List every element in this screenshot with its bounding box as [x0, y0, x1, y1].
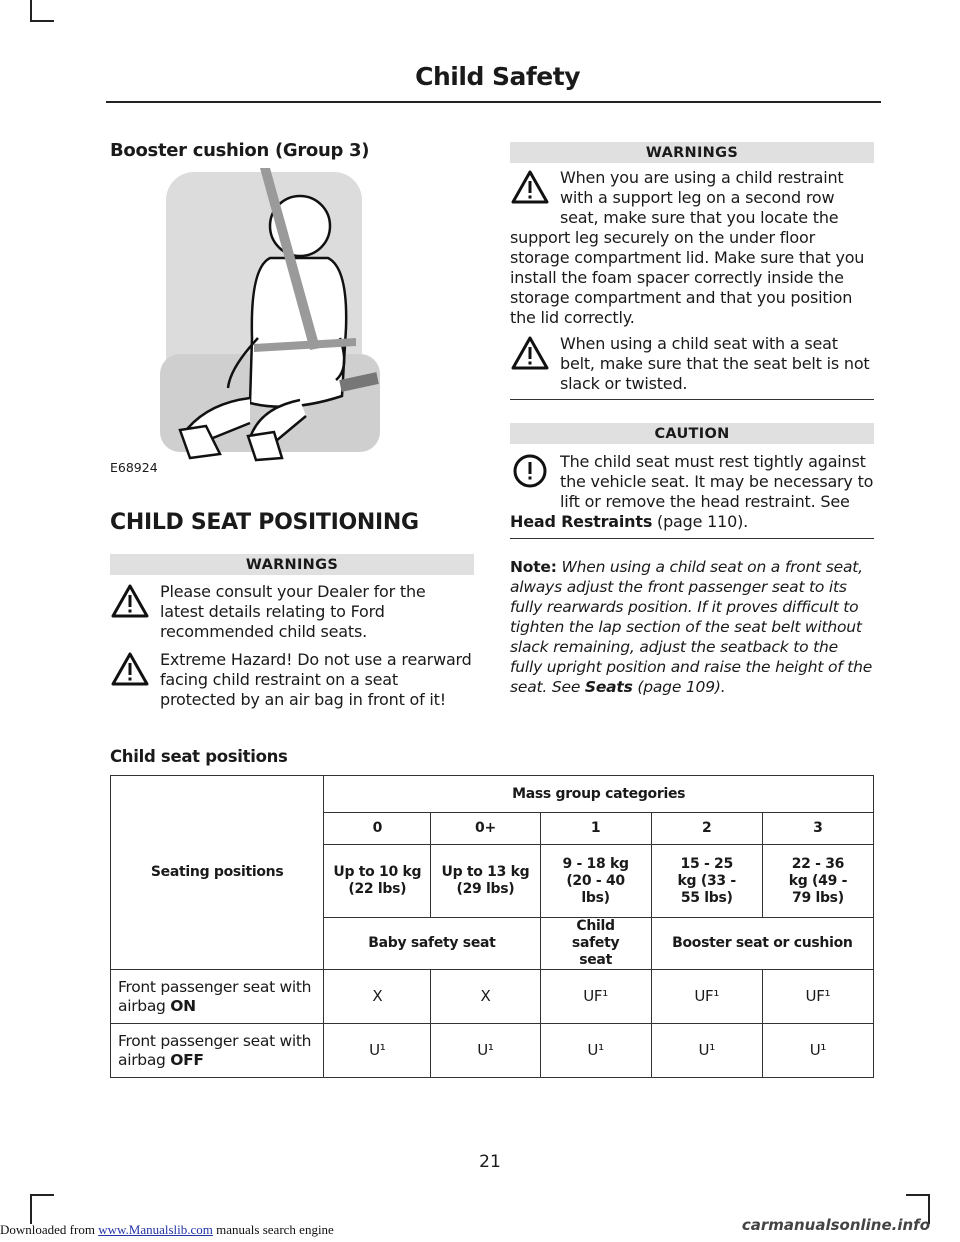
- child-booster-illustration: [110, 168, 474, 474]
- table-heading: Child seat positions: [110, 747, 288, 766]
- warning-triangle-icon: [510, 168, 558, 210]
- group-cell: 0: [324, 813, 431, 845]
- seats-link[interactable]: Seats: [584, 678, 633, 696]
- crop-mark: [30, 1194, 32, 1224]
- booster-illustration: [110, 168, 474, 474]
- warning-text: When using a child seat with a seat belt, make sure that the seat belt is not slack or twisted.: [560, 334, 870, 393]
- table-cell: U¹: [431, 1024, 540, 1078]
- caution-head-restraint: [510, 452, 874, 532]
- warning-extreme-hazard: [110, 650, 474, 710]
- table-cell: UF¹: [651, 970, 762, 1024]
- warnings-banner: WARNINGS: [510, 142, 874, 163]
- table-row-label: [111, 1024, 324, 1078]
- table-cell: X: [431, 970, 540, 1024]
- watermark: carmanualsonline.info: [741, 1216, 930, 1234]
- note-label: Note:: [510, 558, 557, 576]
- table-cell: U¹: [651, 1024, 762, 1078]
- manualslib-link[interactable]: www.Manualslib.com: [98, 1222, 213, 1237]
- warnings-banner: WARNINGS: [110, 554, 474, 575]
- crop-mark: [30, 0, 32, 22]
- warning-triangle-icon: [110, 650, 158, 692]
- page-number: 21: [479, 1152, 501, 1172]
- weight-cell: Up to 10 kg (22 lbs): [324, 845, 431, 918]
- row-label-text: Front passenger seat with airbag: [118, 977, 312, 1015]
- divider: [510, 538, 874, 539]
- type-cell-child: Child safety seat: [540, 918, 651, 970]
- figure-code: E68924: [110, 460, 158, 475]
- row-header-cell: Seating positions: [111, 776, 324, 970]
- warning-text: Please consult your Dealer for the latest details relating to Ford recommended child seats.: [160, 582, 426, 641]
- caution-page: (page 110).: [652, 512, 748, 531]
- group-cell: 0+: [431, 813, 540, 845]
- footer-suffix: manuals search engine: [212, 1222, 334, 1237]
- table-cell: UF¹: [762, 970, 873, 1024]
- note-page: (page 109).: [632, 678, 726, 696]
- warning-support-leg: [510, 168, 874, 328]
- table-cell: U¹: [762, 1024, 873, 1078]
- caution-banner: CAUTION: [510, 423, 874, 444]
- row-label-bold: ON: [170, 996, 196, 1015]
- warning-consult-dealer: [110, 582, 474, 642]
- group-cell: 2: [651, 813, 762, 845]
- weight-cell: 15 - 25 kg (33 - 55 lbs): [651, 845, 762, 918]
- group-cell: 1: [540, 813, 651, 845]
- row-label-text: Front passenger seat with airbag: [118, 1031, 312, 1069]
- warning-seat-belt: [510, 334, 874, 394]
- weight-cell: Up to 13 kg (29 lbs): [431, 845, 540, 918]
- header-rule: [106, 101, 881, 103]
- table-cell: U¹: [540, 1024, 651, 1078]
- table-cell: X: [324, 970, 431, 1024]
- positioning-heading: CHILD SEAT POSITIONING: [110, 510, 419, 535]
- section-title: Child Safety: [415, 62, 580, 91]
- table-cell: U¹: [324, 1024, 431, 1078]
- divider: [510, 399, 874, 400]
- warning-triangle-icon: [510, 334, 558, 376]
- type-cell-booster: Booster seat or cushion: [651, 918, 873, 970]
- table-cell: UF¹: [540, 970, 651, 1024]
- mass-header-cell: Mass group categories: [324, 776, 874, 813]
- footer-prefix: Downloaded from: [0, 1222, 99, 1237]
- crop-mark: [30, 1194, 54, 1196]
- child-seat-positions-table: [110, 775, 874, 1078]
- caution-circle-icon: [510, 452, 558, 494]
- footer: [0, 1222, 334, 1238]
- group-cell: 3: [762, 813, 873, 845]
- crop-mark: [30, 20, 54, 22]
- note-paragraph: [510, 557, 874, 697]
- weight-cell: 22 - 36 kg (49 - 79 lbs): [762, 845, 873, 918]
- note-text: When using a child seat on a front seat, always adjust the front passenger seat to its fully rearwards position. If it proves difficult to tighten the lap section of the seat belt without slack remaining, adjust the seatback to the fully upright position and raise the height of the seat. See: [510, 558, 873, 696]
- warning-text: Extreme Hazard! Do not use a rearward facing child restraint on a seat protected by an air bag in front of it!: [160, 650, 472, 709]
- caution-text: The child seat must rest tightly against the vehicle seat. It may be necessary to lift or remove the head restraint. See: [560, 452, 874, 511]
- weight-cell: 9 - 18 kg (20 - 40 lbs): [540, 845, 651, 918]
- row-label-bold: OFF: [170, 1050, 204, 1069]
- head-restraints-link[interactable]: Head Restraints: [510, 512, 653, 531]
- type-cell-baby: Baby safety seat: [324, 918, 540, 970]
- booster-heading: Booster cushion (Group 3): [110, 140, 370, 161]
- crop-mark: [906, 1194, 930, 1196]
- warning-triangle-icon: [110, 582, 158, 624]
- table-row-label: [111, 970, 324, 1024]
- warning-text: When you are using a child restraint with a support leg on a second row seat, make sure that you locate the support leg securely on the under floor storage compartment lid. Make sure that you install the foam spacer correctly inside the storage compartment and that you position the lid correctly.: [510, 168, 865, 327]
